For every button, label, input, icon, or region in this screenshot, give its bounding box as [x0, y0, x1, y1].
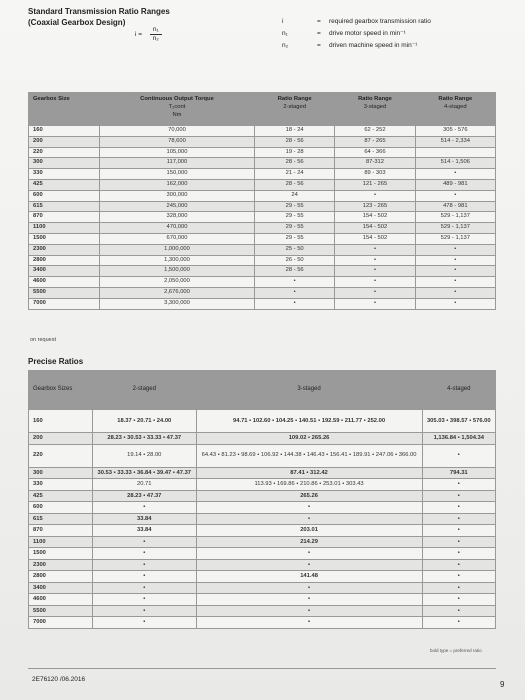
cell-ratio-3: 154 - 502	[335, 233, 415, 244]
cell-s2: •	[93, 559, 197, 571]
cell-ratio-3: 123 - 265	[335, 201, 415, 212]
cell-ratio-3: •	[335, 255, 415, 266]
cell-ratio-2: 29 - 55	[254, 212, 334, 223]
legend-eq: =	[317, 18, 321, 25]
cell-size: 5500	[29, 287, 100, 298]
table-row	[29, 444, 496, 467]
cell-ratio-4: •	[415, 266, 495, 277]
header-2-staged: 2-staged	[93, 371, 197, 410]
cell-s4: •	[422, 444, 495, 467]
cell-s2: •	[93, 594, 197, 606]
cell-ratio-4: •	[415, 169, 495, 180]
cell-ratio-2: •	[254, 277, 334, 288]
table-row	[29, 266, 496, 277]
cell-s3: •	[196, 605, 422, 617]
cell-size: 1500	[29, 548, 93, 560]
table-row	[29, 233, 496, 244]
table-row	[29, 502, 496, 514]
cell-torque: 300,000	[100, 190, 255, 201]
cell-s2: •	[93, 502, 197, 514]
cell-ratio-4: 529 - 1,137	[415, 233, 495, 244]
cell-s4: •	[422, 594, 495, 606]
table-row	[29, 490, 496, 502]
cell-s4: •	[422, 582, 495, 594]
cell-s2: 18.37 • 20.71 • 24.00	[93, 410, 197, 433]
cell-torque: 70,000	[100, 126, 255, 137]
cell-s2: •	[93, 548, 197, 560]
cell-s2: 30.53 • 33.33 • 36.84 • 39.47 • 47.37	[93, 467, 197, 479]
cell-ratio-3: 62 - 252	[335, 126, 415, 137]
cell-s3: 109.02 • 265.26	[196, 433, 422, 445]
formula-fraction	[150, 26, 162, 43]
cell-torque: 3,300,000	[100, 298, 255, 309]
table-row	[29, 594, 496, 606]
table-row	[29, 179, 496, 190]
table-header-row	[29, 371, 496, 410]
cell-torque: 670,000	[100, 233, 255, 244]
table-row	[29, 287, 496, 298]
cell-s3: •	[196, 513, 422, 525]
page-number: 9	[500, 680, 505, 689]
cell-ratio-4: •	[415, 287, 495, 298]
cell-torque: 162,000	[100, 179, 255, 190]
header-gearbox-size: Gearbox Size	[29, 93, 100, 126]
cell-torque: 2,050,000	[100, 277, 255, 288]
header-gearbox-sizes: Gearbox Sizes	[29, 371, 93, 410]
cell-size: 1500	[29, 233, 100, 244]
table-row	[29, 298, 496, 309]
cell-size: 870	[29, 212, 100, 223]
table-row	[29, 605, 496, 617]
title-line-1: Standard Transmission Ratio Ranges	[28, 7, 170, 16]
header-3-staged: 3-staged	[196, 371, 422, 410]
cell-torque: 78,600	[100, 136, 255, 147]
cell-s2: •	[93, 536, 197, 548]
cell-s3: 265.26	[196, 490, 422, 502]
cell-size: 3400	[29, 582, 93, 594]
cell-size: 425	[29, 179, 100, 190]
cell-s2: 33.84	[93, 525, 197, 537]
cell-size: 1100	[29, 223, 100, 234]
cell-torque: 328,000	[100, 212, 255, 223]
legend-desc: drive motor speed in min⁻¹	[329, 30, 406, 37]
cell-ratio-3: •	[335, 244, 415, 255]
header-torque: Continuous Output Torque T₂cont Nm	[100, 93, 255, 126]
table-row	[29, 559, 496, 571]
table-row	[29, 126, 496, 137]
cell-ratio-3: •	[335, 277, 415, 288]
table-row	[29, 410, 496, 433]
cell-size: 7000	[29, 617, 93, 629]
cell-ratio-3: •	[335, 190, 415, 201]
cell-size: 7000	[29, 298, 100, 309]
cell-size: 615	[29, 201, 100, 212]
title-line-2: (Coaxial Gearbox Design)	[28, 18, 126, 27]
cell-ratio-3: 154 - 502	[335, 223, 415, 234]
cell-s3: 203.01	[196, 525, 422, 537]
cell-s2: •	[93, 605, 197, 617]
cell-ratio-3: •	[335, 298, 415, 309]
table-row	[29, 190, 496, 201]
cell-s3: •	[196, 502, 422, 514]
table-row	[29, 571, 496, 583]
cell-ratio-3: 89 - 303	[335, 169, 415, 180]
cell-size: 5500	[29, 605, 93, 617]
cell-s3: •	[196, 582, 422, 594]
cell-torque: 150,000	[100, 169, 255, 180]
table-row	[29, 525, 496, 537]
cell-s3: 87.41 • 312.42	[196, 467, 422, 479]
cell-ratio-4: •	[415, 244, 495, 255]
cell-ratio-3: •	[335, 266, 415, 277]
cell-s4: •	[422, 479, 495, 491]
table-row	[29, 536, 496, 548]
cell-size: 600	[29, 502, 93, 514]
formula-lhs: i =	[135, 31, 143, 39]
table-row	[29, 244, 496, 255]
cell-torque: 1,500,000	[100, 266, 255, 277]
cell-s3: •	[196, 617, 422, 629]
cell-s4: •	[422, 525, 495, 537]
legend-symbol: i	[282, 18, 284, 25]
legend-desc: driven machine speed in min⁻¹	[329, 42, 418, 49]
bold-type-note: bold type = preferred ratio	[430, 648, 482, 653]
cell-size: 2800	[29, 255, 100, 266]
cell-size: 160	[29, 126, 100, 137]
precise-ratios-body	[29, 410, 496, 629]
cell-size: 300	[29, 467, 93, 479]
cell-size: 3400	[29, 266, 100, 277]
cell-ratio-3: 64 - 366	[335, 147, 415, 158]
cell-size: 2800	[29, 571, 93, 583]
cell-ratio-2: 29 - 55	[254, 223, 334, 234]
cell-s4: •	[422, 490, 495, 502]
table-row	[29, 169, 496, 180]
cell-s4: •	[422, 571, 495, 583]
legend-symbol: n₁	[282, 30, 288, 37]
formula-denominator: n₂	[152, 35, 159, 42]
cell-size: 870	[29, 525, 93, 537]
table-row	[29, 223, 496, 234]
cell-ratio-3: 87-312	[335, 158, 415, 169]
cell-ratio-3: 87 - 265	[335, 136, 415, 147]
table-row	[29, 479, 496, 491]
cell-ratio-3: •	[335, 287, 415, 298]
cell-s3: 141.48	[196, 571, 422, 583]
cell-size: 4600	[29, 277, 100, 288]
cell-ratio-4: 305 - 576	[415, 126, 495, 137]
cell-ratio-4	[415, 147, 495, 158]
cell-size: 220	[29, 147, 100, 158]
cell-ratio-4: 514 - 1,506	[415, 158, 495, 169]
cell-s4: •	[422, 513, 495, 525]
table-row	[29, 467, 496, 479]
table-row	[29, 513, 496, 525]
table-row	[29, 582, 496, 594]
cell-s4: •	[422, 502, 495, 514]
cell-ratio-4: 529 - 1,137	[415, 223, 495, 234]
cell-ratio-2: 25 - 50	[254, 244, 334, 255]
header-4-staged: 4-staged	[422, 371, 495, 410]
page-title	[28, 6, 170, 28]
cell-size: 1100	[29, 536, 93, 548]
legend-row	[282, 28, 431, 40]
legend-desc: required gearbox transmission ratio	[329, 18, 431, 25]
cell-ratio-4: •	[415, 277, 495, 288]
cell-s2: 28.23 • 30.53 • 33.33 • 47.37	[93, 433, 197, 445]
cell-ratio-2: 24	[254, 190, 334, 201]
cell-ratio-4: 529 - 1,137	[415, 212, 495, 223]
legend-eq: =	[317, 30, 321, 37]
legend-row	[282, 40, 431, 52]
cell-ratio-2: 29 - 55	[254, 233, 334, 244]
cell-ratio-2: 18 - 24	[254, 126, 334, 137]
cell-torque: 1,000,000	[100, 244, 255, 255]
table-row	[29, 147, 496, 158]
cell-s2: •	[93, 582, 197, 594]
cell-size: 200	[29, 433, 93, 445]
cell-ratio-2: •	[254, 298, 334, 309]
table-row	[29, 158, 496, 169]
cell-s2: 33.84	[93, 513, 197, 525]
symbol-legend	[282, 16, 431, 52]
header-ratio-2: Ratio Range 2-staged	[254, 93, 334, 126]
precise-ratios-table	[28, 370, 496, 629]
cell-torque: 105,000	[100, 147, 255, 158]
cell-ratio-4: •	[415, 255, 495, 266]
cell-s3: •	[196, 548, 422, 560]
ratio-formula	[135, 26, 162, 43]
legend-row	[282, 16, 431, 28]
cell-size: 615	[29, 513, 93, 525]
cell-size: 300	[29, 158, 100, 169]
cell-torque: 1,300,000	[100, 255, 255, 266]
cell-ratio-3: 154 - 502	[335, 212, 415, 223]
cell-ratio-2: 28 - 56	[254, 266, 334, 277]
table-row	[29, 433, 496, 445]
cell-s2: 28.23 • 47.37	[93, 490, 197, 502]
ratio-range-table	[28, 92, 496, 310]
table-row	[29, 617, 496, 629]
cell-ratio-2: 28 - 56	[254, 136, 334, 147]
table-row	[29, 277, 496, 288]
legend-eq: =	[317, 42, 321, 49]
cell-ratio-4: 478 - 981	[415, 201, 495, 212]
precise-ratios-title: Precise Ratios	[28, 357, 84, 366]
cell-s3: 64.43 • 81.23 • 98.69 • 106.92 • 144.38 • 146.43 • 156.41 • 189.91 • 247.06 • 366.00	[196, 444, 422, 467]
cell-s4: •	[422, 536, 495, 548]
cell-s2: 20.71	[93, 479, 197, 491]
cell-s4: 305.03 • 398.57 • 576.00	[422, 410, 495, 433]
cell-ratio-3: 121 - 265	[335, 179, 415, 190]
cell-size: 220	[29, 444, 93, 467]
table-row	[29, 548, 496, 560]
cell-ratio-2: 21 - 24	[254, 169, 334, 180]
table-row	[29, 255, 496, 266]
cell-s3: •	[196, 594, 422, 606]
ratio-range-body	[29, 126, 496, 310]
cell-s4: 794.31	[422, 467, 495, 479]
document-number: 2E76120 /06.2016	[32, 676, 86, 683]
cell-size: 2300	[29, 559, 93, 571]
cell-ratio-2: 19 - 28	[254, 147, 334, 158]
table-row	[29, 212, 496, 223]
cell-ratio-2: •	[254, 287, 334, 298]
cell-torque: 245,000	[100, 201, 255, 212]
legend-symbol: n₂	[282, 42, 289, 49]
cell-s4: •	[422, 548, 495, 560]
cell-ratio-4: •	[415, 298, 495, 309]
formula-numerator: n₁	[150, 26, 162, 35]
cell-ratio-4: 489 - 981	[415, 179, 495, 190]
cell-size: 160	[29, 410, 93, 433]
cell-s3: 214.29	[196, 536, 422, 548]
cell-torque: 117,000	[100, 158, 255, 169]
cell-s4: 1,136.84 • 1,504.34	[422, 433, 495, 445]
cell-size: 2300	[29, 244, 100, 255]
on-request-note: on request	[30, 337, 56, 343]
cell-s2: •	[93, 617, 197, 629]
cell-s2: 19.14 • 28.00	[93, 444, 197, 467]
cell-torque: 470,000	[100, 223, 255, 234]
header-ratio-4: Ratio Range 4-staged	[415, 93, 495, 126]
cell-ratio-2: 28 - 56	[254, 179, 334, 190]
cell-s4: •	[422, 617, 495, 629]
cell-s2: •	[93, 571, 197, 583]
cell-size: 4600	[29, 594, 93, 606]
cell-ratio-2: 28 - 56	[254, 158, 334, 169]
cell-size: 330	[29, 169, 100, 180]
cell-s3: 113.93 • 169.86 • 210.86 • 253.01 • 303.43	[196, 479, 422, 491]
cell-s3: •	[196, 559, 422, 571]
cell-s4: •	[422, 605, 495, 617]
cell-ratio-4: •	[415, 190, 495, 201]
table-row	[29, 136, 496, 147]
cell-ratio-4: 514 - 2,334	[415, 136, 495, 147]
cell-s3: 94.71 • 102.60 • 104.25 • 140.51 • 192.59 • 211.77 • 252.00	[196, 410, 422, 433]
table-header-row	[29, 93, 496, 126]
cell-ratio-2: 26 - 50	[254, 255, 334, 266]
footer-divider	[28, 668, 496, 669]
cell-torque: 2,676,000	[100, 287, 255, 298]
cell-size: 425	[29, 490, 93, 502]
cell-s4: •	[422, 559, 495, 571]
cell-size: 600	[29, 190, 100, 201]
cell-ratio-2: 29 - 55	[254, 201, 334, 212]
header-ratio-3: Ratio Range 3-staged	[335, 93, 415, 126]
cell-size: 330	[29, 479, 93, 491]
cell-size: 200	[29, 136, 100, 147]
table-row	[29, 201, 496, 212]
